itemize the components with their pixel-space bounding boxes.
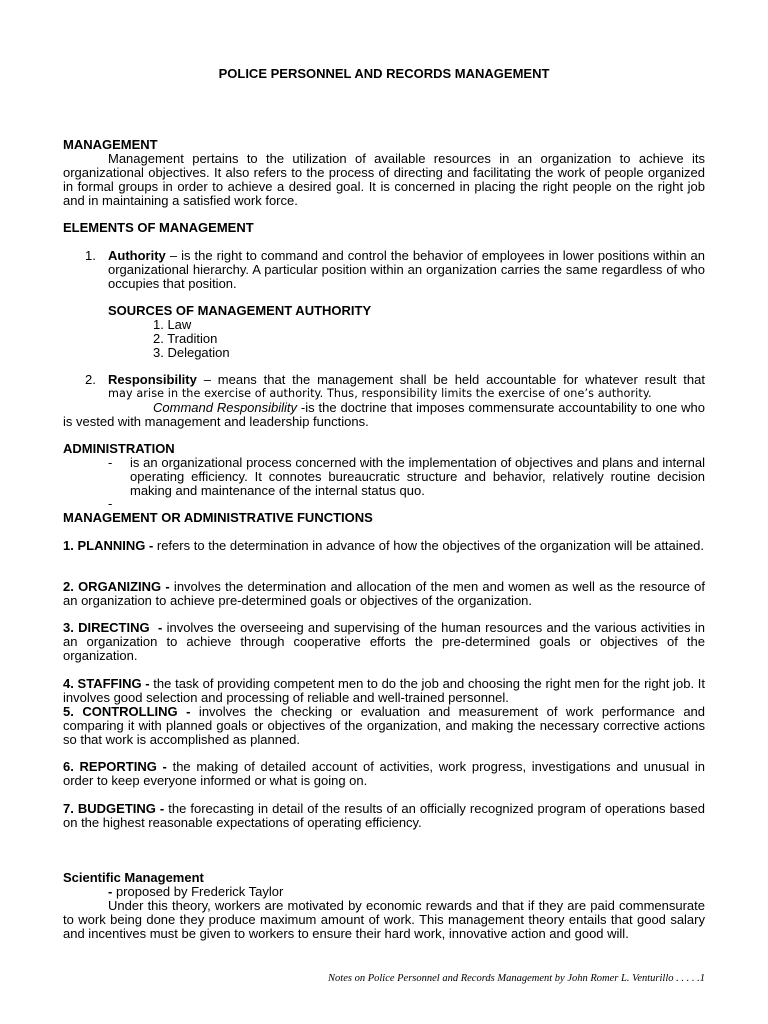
function-controlling: [63, 705, 705, 747]
page-footer: Notes on Police Personnel and Records Management by John Romer L. Venturillo . . . . .1: [328, 973, 705, 984]
function-text: involves the overseeing and supervising of the human resources and the various activities in an organization to achieve through cooperative efforts the pre-determined goals or objectives of the organization.: [63, 620, 705, 663]
sources-heading: SOURCES OF MANAGEMENT AUTHORITY: [108, 303, 372, 318]
authority-term: Authority: [108, 248, 166, 263]
responsibility-term: Responsibility: [108, 372, 197, 387]
function-term: 1. PLANNING -: [63, 538, 154, 553]
function-organizing: [63, 580, 705, 608]
administration-empty-bullet: -: [108, 496, 113, 511]
proposed-dash: -: [108, 884, 113, 899]
function-term: 6. REPORTING -: [63, 759, 167, 774]
function-term: 7. BUDGETING -: [63, 801, 165, 816]
page-title: POLICE PERSONNEL AND RECORDS MANAGEMENT: [218, 66, 550, 81]
sources-list: [153, 318, 230, 360]
administration-heading: ADMINISTRATION: [63, 441, 175, 456]
function-term: 5. CONTROLLING -: [63, 704, 191, 719]
function-planning: [63, 539, 705, 553]
function-staffing: [63, 677, 705, 705]
command-text: -is the doctrine that imposes commensurate accountability to one who is vested with management and leadership functions.: [63, 400, 706, 429]
command-responsibility: [63, 401, 705, 429]
management-heading: MANAGEMENT: [63, 137, 158, 152]
function-text: involves the determination and allocation of the men and women as well as the resource of an organization to achieve pre-determined goals or objectives of the organization.: [63, 579, 706, 608]
management-paragraph: Management pertains to the utilization of available resources in an organization to achieve its organizational objectives. It also refers to the process of directing and facilitating the work of people organized in formal groups in order to achieve a desired goal. It is concerned in placing the right people on the right job and in maintaining a satisfied work force.: [63, 151, 705, 208]
authority-number: 1.: [85, 248, 96, 263]
scientific-heading: Scientific Management: [63, 870, 204, 885]
function-term: 2. ORGANIZING -: [63, 579, 170, 594]
scientific-proposed: [108, 885, 283, 899]
elements-heading: ELEMENTS OF MANAGEMENT: [63, 220, 254, 235]
responsibility-number: 2.: [85, 372, 96, 387]
functions-heading: MANAGEMENT OR ADMINISTRATIVE FUNCTIONS: [63, 510, 373, 525]
function-text: refers to the determination in advance of how the objectives of the organization will be attained.: [153, 538, 704, 553]
administration-text: is an organizational process concerned with the implementation of objectives and plans and internal operating efficiency. It connotes bureaucratic structure and behavior, relatively routine decision making and maintenance of the internal status quo.: [130, 455, 705, 498]
list-item: 1. Law: [153, 317, 192, 332]
authority-item: [108, 249, 705, 291]
function-term: 4. STAFFING -: [63, 676, 150, 691]
function-reporting: [63, 760, 705, 788]
function-directing: [63, 621, 705, 663]
responsibility-line2: may arise in the exercise of authority. Thus, responsibility limits the exercise of one’s authority.: [108, 387, 652, 400]
function-text: involves the checking or evaluation and measurement of work performance and comparing it with planned goals or objectives of the organization, and making the necessary corrective actions so that work is accomplished as planned.: [63, 704, 706, 747]
list-item: 3. Delegation: [153, 345, 230, 360]
responsibility-text: – means that the management shall be held accountable for whatever result that: [196, 372, 705, 387]
function-term: 3. DIRECTING -: [63, 620, 163, 635]
function-text: the task of providing competent men to do the job and choosing the right men for the right job. It involves good selection and processing of reliable and well-trained personnel.: [63, 676, 705, 705]
command-term: Command Responsibility: [153, 400, 298, 415]
list-item: 2. Tradition: [153, 331, 218, 346]
authority-text: – is the right to command and control the behavior of employees in lower positions within an organizational hierarchy. A particular position within an organization carries the same regardless of who occupies that position.: [108, 248, 705, 291]
responsibility-item: [108, 373, 705, 387]
function-text: the making of detailed account of activities, work progress, investigations and unusual in order to keep everyone informed or what is going on.: [63, 759, 705, 788]
scientific-paragraph: Under this theory, workers are motivated by economic rewards and that if they are paid commensurate to work being done they produce maximum amount of work. This management theory entails that good salary and incentives must be given to workers to ensure their hard work, innovative action and good will.: [63, 898, 705, 941]
administration-bullet: -: [108, 455, 113, 470]
function-budgeting: [63, 802, 705, 830]
proposed-text: proposed by Frederick Taylor: [112, 884, 284, 899]
function-text: the forecasting in detail of the results of an officially recognized program of operations based on the highest reasonable expectations of operating efficiency.: [63, 801, 705, 830]
